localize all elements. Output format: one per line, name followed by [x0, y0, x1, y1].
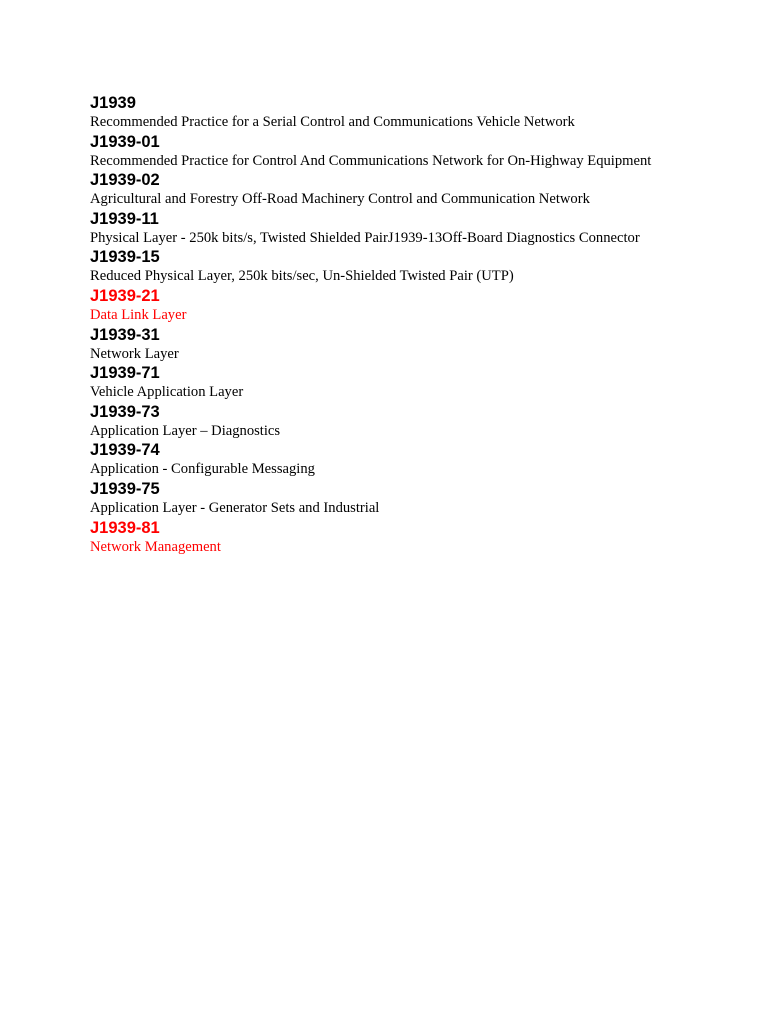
standard-description: Data Link Layer: [90, 306, 187, 323]
standard-code: J1939-73: [90, 402, 160, 421]
standard-code: J1939-01: [90, 132, 160, 151]
entry-j1939-01: [90, 132, 750, 171]
entry-j1939-15: [90, 247, 750, 286]
entry-j1939-21: [90, 286, 750, 325]
standard-description: Agricultural and Forestry Off-Road Machinery Control and Communication Network: [90, 191, 590, 208]
standard-description: Vehicle Application Layer: [90, 384, 244, 401]
entry-j1939: [90, 93, 750, 132]
standard-description: Network Layer: [90, 345, 179, 362]
entry-j1939-71: [90, 363, 750, 402]
standard-code: J1939-02: [90, 171, 160, 190]
entry-j1939-75: [90, 479, 750, 518]
entry-j1939-81: [90, 518, 750, 557]
document-page: [90, 93, 750, 556]
standard-description: Network Management: [90, 538, 221, 555]
standard-code: J1939-15: [90, 248, 160, 267]
standard-code: J1939: [90, 94, 136, 112]
standard-code: J1939-75: [90, 479, 160, 498]
standard-code: J1939-31: [90, 325, 160, 344]
standard-code: J1939-71: [90, 364, 160, 383]
standard-description: Physical Layer - 250k bits/s, Twisted Shielded PairJ1939-13Off-Board Diagnostics Connector: [90, 229, 640, 246]
entry-j1939-31: [90, 325, 750, 364]
standard-code: J1939-74: [90, 441, 160, 460]
standard-description: Recommended Practice for a Serial Control and Communications Vehicle Network: [90, 114, 575, 130]
standard-description: Recommended Practice for Control And Communications Network for On-Highway Equipment: [90, 152, 652, 169]
standard-code: J1939-11: [90, 209, 159, 228]
entry-j1939-02: [90, 170, 750, 209]
entry-j1939-73: [90, 402, 750, 441]
standard-description: Application - Configurable Messaging: [90, 461, 315, 478]
standard-description: Application Layer – Diagnostics: [90, 422, 281, 439]
standard-code: J1939-81: [90, 518, 160, 537]
standard-description: Application Layer - Generator Sets and Industrial: [90, 499, 380, 516]
entry-j1939-74: [90, 440, 750, 479]
entry-j1939-11: [90, 209, 750, 248]
standard-code: J1939-21: [90, 286, 160, 305]
standard-description: Reduced Physical Layer, 250k bits/sec, Un-Shielded Twisted Pair (UTP): [90, 268, 514, 285]
